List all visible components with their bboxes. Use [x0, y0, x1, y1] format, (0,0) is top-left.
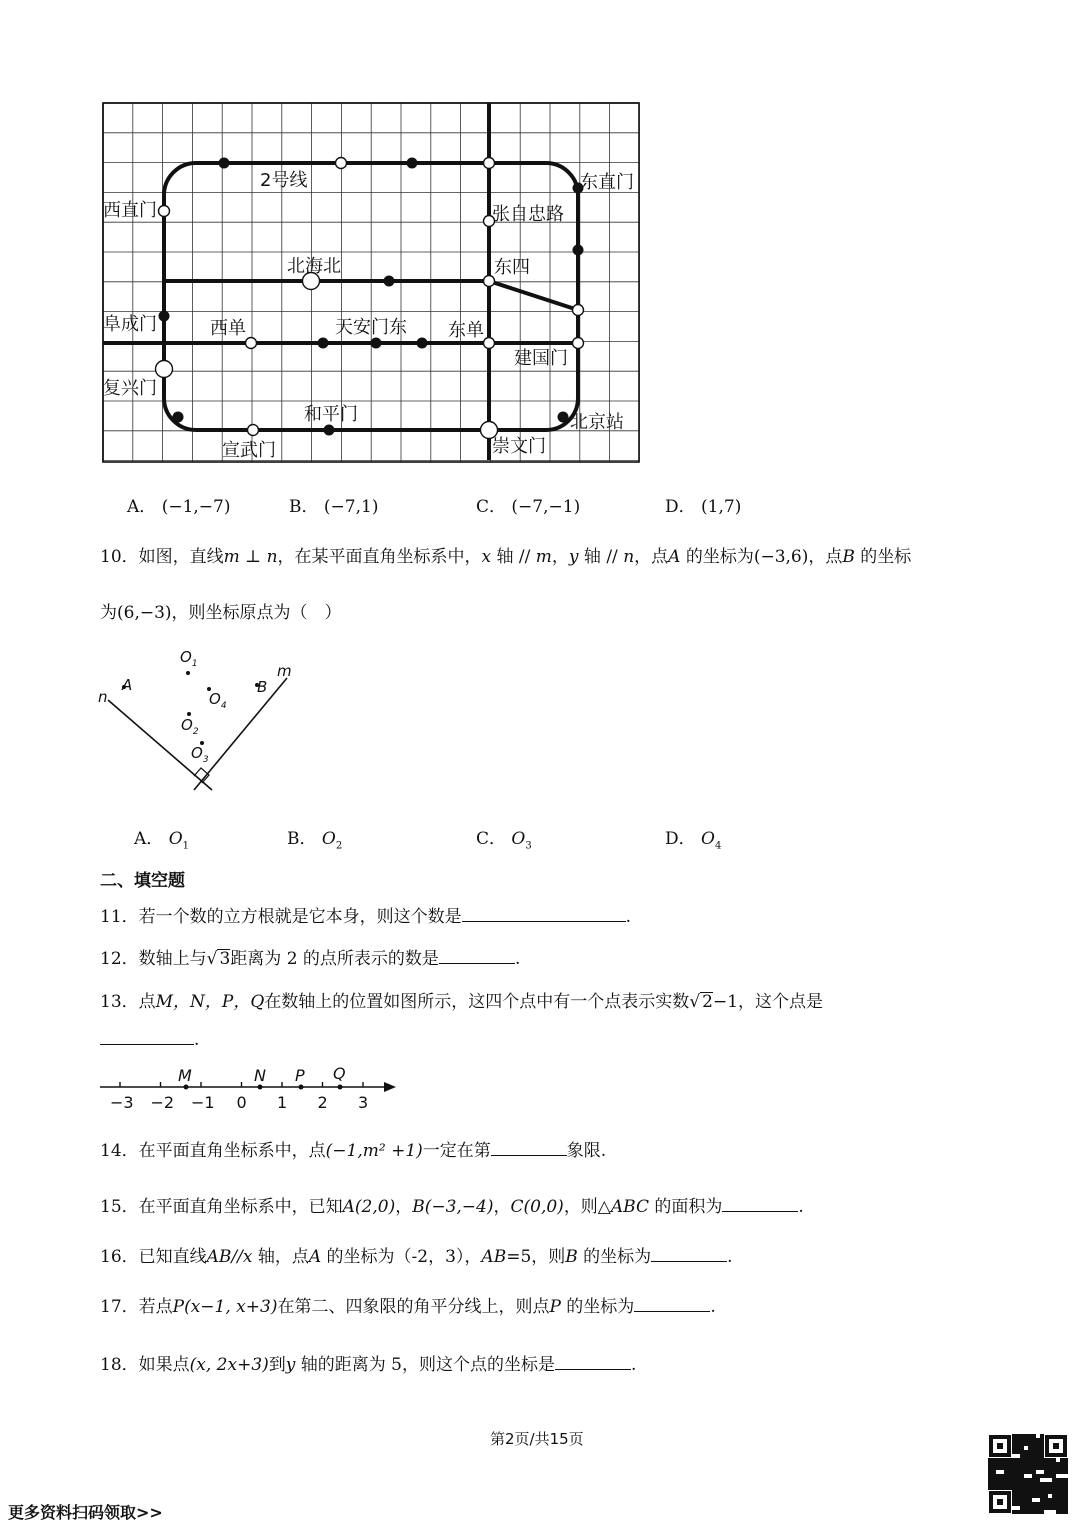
label-m: m [277, 662, 292, 680]
station-beihaibei: 北海北 [287, 256, 341, 277]
station-xizhimen: 西直门 [103, 200, 157, 221]
station-markers [156, 158, 584, 439]
axis-tick-label: −3 [110, 1093, 134, 1112]
station-marker [246, 338, 257, 349]
q12-blank [439, 949, 515, 964]
q12: 12．数轴上与√ 3距离为 2 的点所表示的数是 . [100, 949, 521, 969]
station-dongzhimen: 东直门 [580, 172, 634, 193]
q9-option-d: D． (1,7) [665, 497, 742, 517]
q13-number-line [90, 1060, 410, 1116]
label-b: B [257, 678, 268, 696]
axis-tick-label: 0 [236, 1093, 247, 1112]
q10-stem-line2: 为(6,−3)，则坐标原点为（ ） [100, 603, 342, 623]
q17: 17．若点P(x−1, x+3)在第二、四象限的角平分线上，则点P 的坐标为 . [100, 1297, 716, 1317]
q10-option-d: D． $O_4$ [665, 829, 722, 852]
q15-blank [722, 1197, 798, 1212]
point-o1-dot [186, 671, 190, 675]
station-beijingzhan: 北京站 [570, 412, 624, 433]
axis-tick-label: 2 [317, 1093, 328, 1112]
station-fuxingmen: 复兴门 [103, 378, 157, 399]
q13-blank [100, 1030, 194, 1045]
label-p: P [295, 1066, 305, 1085]
q18: 18．如果点(x, 2x+3)到y 轴的距离为 5，则这个点的坐标是 . [100, 1355, 637, 1375]
station-chongwenmen: 崇文门 [492, 436, 546, 457]
q10-option-a: A． $O_1$ [134, 829, 189, 852]
label-o2: $O_2$ [181, 716, 199, 737]
station-marker [417, 338, 428, 349]
station-xuanwumen: 宣武门 [222, 440, 276, 461]
q13-answer-line: . [100, 1030, 199, 1050]
q16-blank [651, 1247, 727, 1262]
station-marker [324, 425, 335, 436]
station-marker [484, 158, 495, 169]
q16: 16．已知直线AB//x 轴，点A 的坐标为（-2，3），AB=5，则B 的坐标为 . [100, 1247, 733, 1267]
station-dongsi: 东四 [494, 257, 530, 278]
station-tiananmendong: 天安门东 [335, 317, 407, 338]
station-marker [173, 412, 184, 423]
station-marker [159, 311, 170, 322]
station-marker [558, 412, 569, 423]
q17-blank [634, 1297, 710, 1312]
point-q-dot [338, 1085, 343, 1090]
label-o1: $O_1$ [180, 648, 198, 669]
label-o4: $O_4$ [209, 690, 227, 711]
label-n: n [98, 688, 108, 706]
axis-tick-label: 1 [277, 1093, 288, 1112]
station-marker [384, 276, 395, 287]
q10-figure [90, 640, 310, 800]
point-m-dot [184, 1085, 189, 1090]
station-dongdan: 东单 [448, 320, 484, 341]
label-line2: 2号线 [260, 170, 308, 191]
station-marker [573, 338, 584, 349]
q9-option-a: A． (−1,−7) [127, 497, 231, 517]
station-hepingmen: 和平门 [304, 404, 358, 425]
q18-blank [555, 1355, 631, 1370]
q10-option-b: B． $O_2$ [287, 829, 343, 852]
station-marker [573, 245, 584, 256]
station-marker [484, 276, 495, 287]
section-title-fill-in: 二、填空题 [100, 871, 185, 891]
line-m [194, 678, 287, 790]
q11-blank [462, 907, 626, 922]
axis-arrow [384, 1082, 396, 1092]
line6-east [489, 281, 578, 310]
station-marker [371, 338, 382, 349]
station-marker [484, 338, 495, 349]
station-marker [407, 158, 418, 169]
label-q: Q [333, 1064, 346, 1083]
label-n: N [254, 1066, 266, 1085]
more-resources-link[interactable]: 更多资料扫码领取>> [8, 1503, 163, 1522]
station-zhangzizhonglu: 张自忠路 [492, 204, 564, 225]
label-o3: $O_3$ [191, 744, 209, 765]
label-m: M [178, 1066, 192, 1085]
q10-option-c: C． $O_3$ [476, 829, 532, 852]
station-marker [159, 206, 170, 217]
axis-tick-label: −2 [150, 1093, 175, 1112]
point-p-dot [299, 1085, 304, 1090]
station-marker [156, 361, 173, 378]
q14: 14．在平面直角坐标系中，点(−1,m² +1)一定在第 象限. [100, 1141, 607, 1161]
q15: 15．在平面直角坐标系中，已知A(2,0)，B(−3,−4)，C(0,0)，则△ABC 的面积为 . [100, 1197, 804, 1217]
station-xidan: 西单 [210, 318, 246, 339]
q14-blank [491, 1141, 567, 1156]
station-fuchengmen: 阜成门 [103, 314, 157, 335]
q9-option-c: C． (−7,−1) [476, 497, 581, 517]
station-jianguomen: 建国门 [514, 348, 568, 369]
axis-tick-label: −1 [191, 1093, 215, 1112]
q9-option-b: B． (−7,1) [289, 497, 379, 517]
page-number: 第2页/共15页 [490, 1430, 584, 1448]
label-a: A [122, 676, 133, 694]
q13-stem: 13．点M，N，P，Q在数轴上的位置如图所示，这四个点中有一个点表示实数√ 2−1，这个点是 [100, 992, 824, 1012]
qr-code-image [988, 1434, 1068, 1514]
station-marker [318, 338, 329, 349]
station-marker [219, 158, 230, 169]
metro-map-figure [0, 0, 1080, 480]
point-n-dot [258, 1085, 263, 1090]
q10-stem-line1: 10．如图，直线m ⊥ n，在某平面直角坐标系中，x 轴 // m，y 轴 // n，点A 的坐标为(−3,6)，点B 的坐标 [100, 547, 912, 567]
station-marker [248, 425, 259, 436]
station-marker [336, 158, 347, 169]
station-marker [573, 305, 584, 316]
axis-tick-label: 3 [358, 1093, 369, 1112]
q11: 11．若一个数的立方根就是它本身，则这个数是 . [100, 907, 632, 927]
